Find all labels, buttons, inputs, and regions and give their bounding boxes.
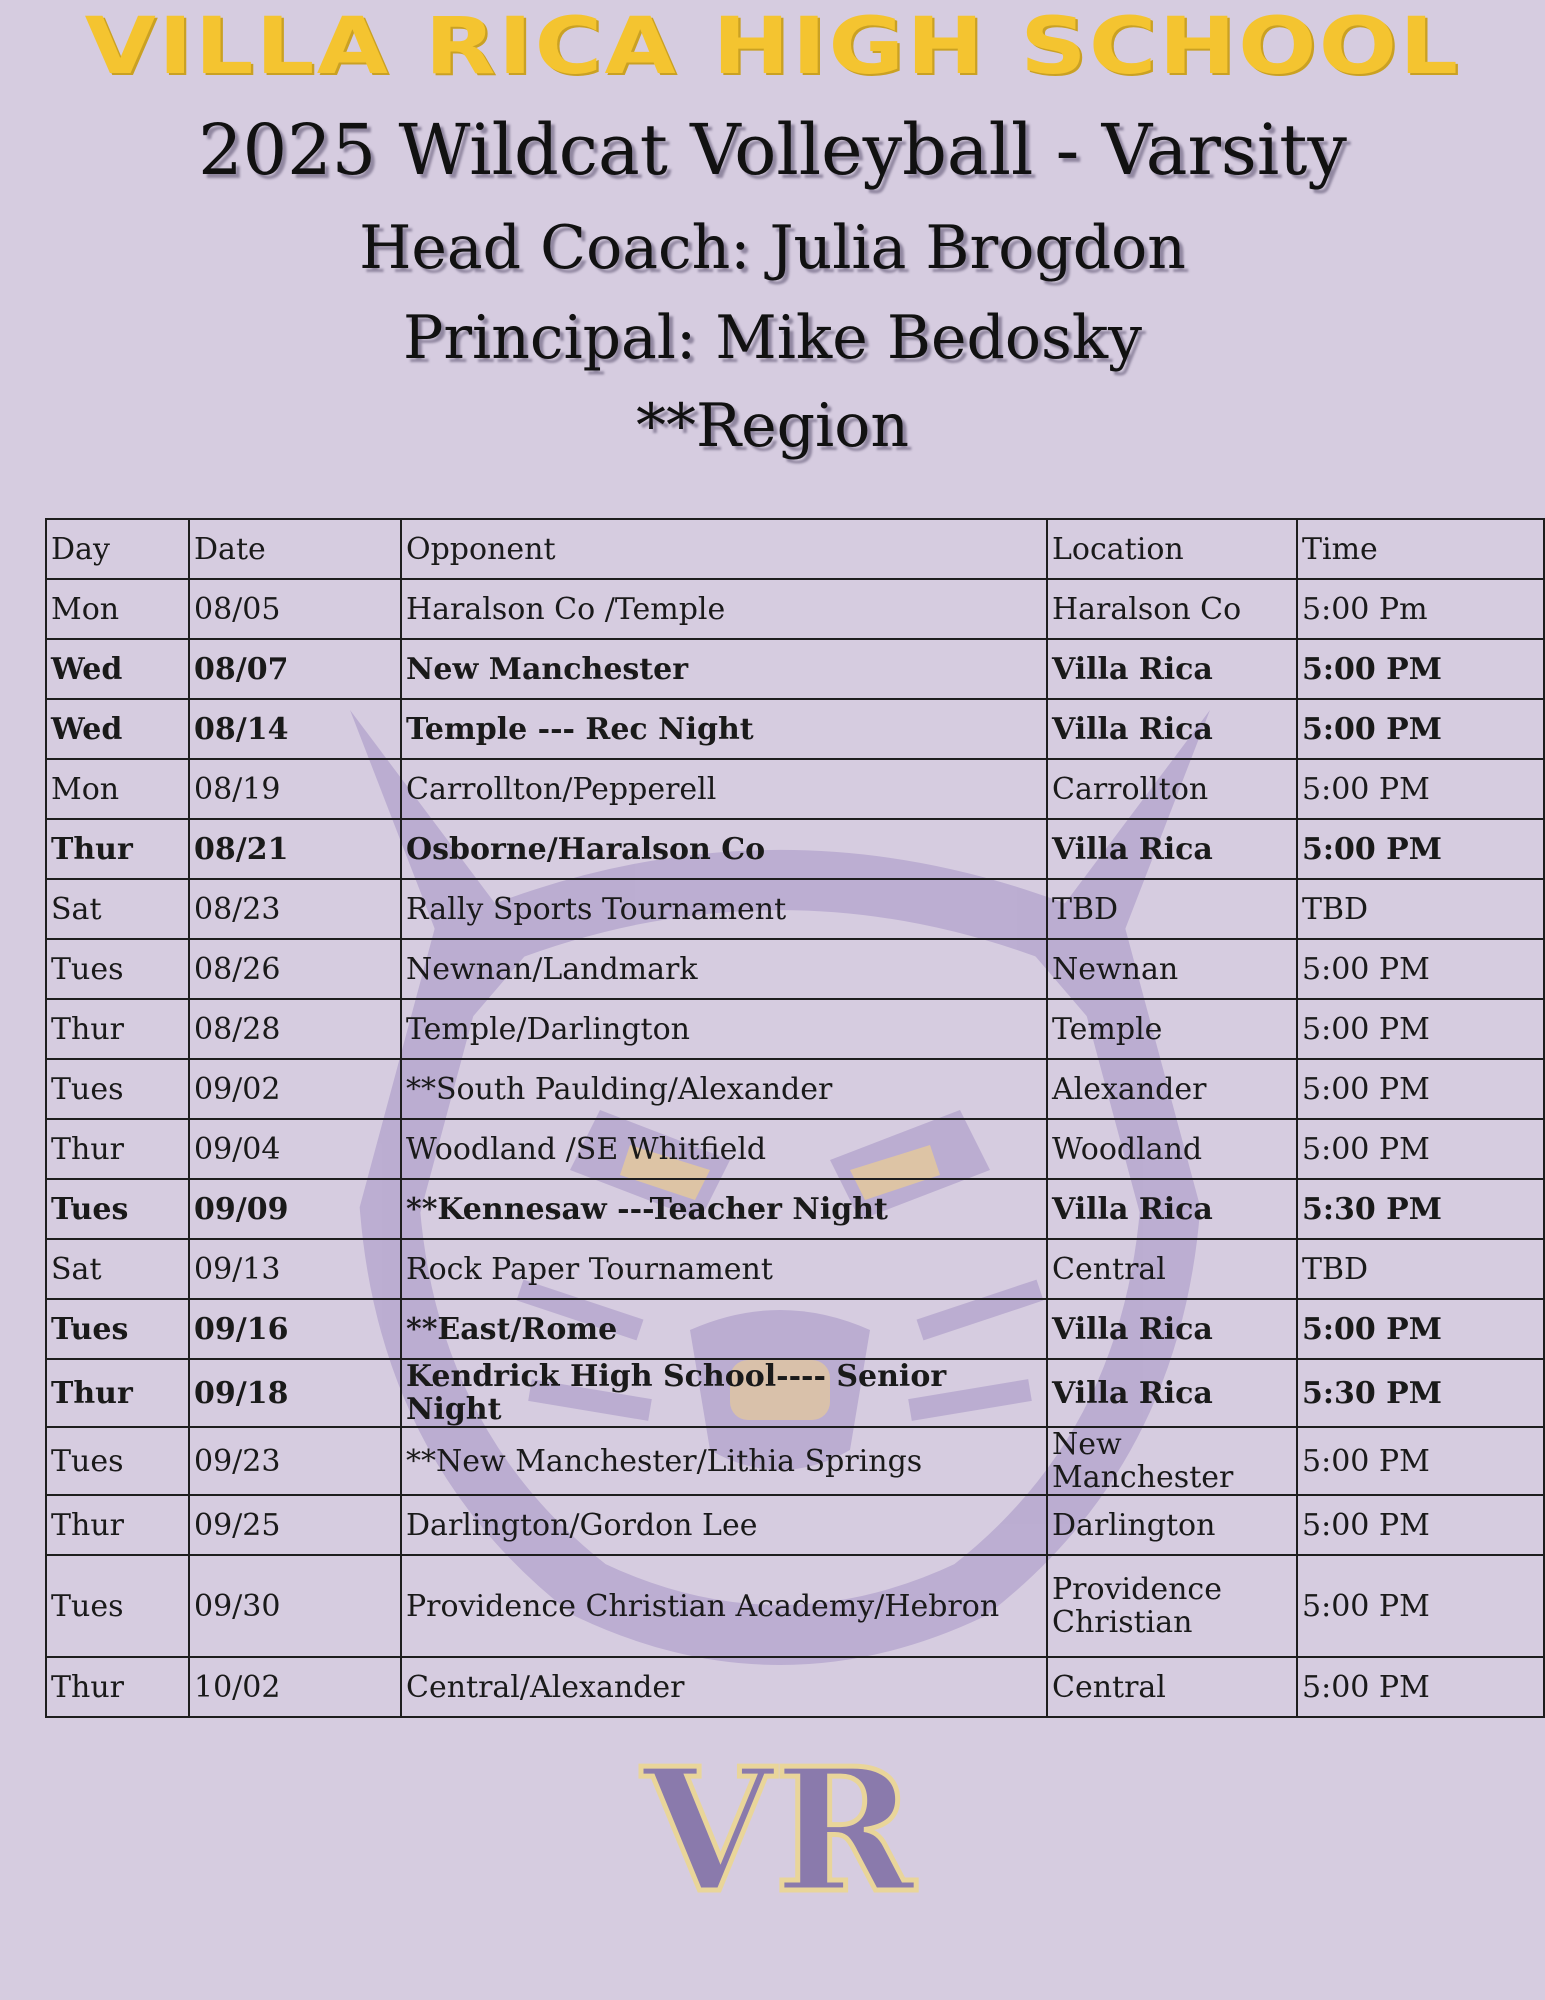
cell-opponent: Carrollton/Pepperell xyxy=(401,759,1047,819)
principal: Principal: Mike Bedosky xyxy=(402,303,1143,373)
cell-date: 08/05 xyxy=(189,579,401,639)
cell-opponent: Rally Sports Tournament xyxy=(401,879,1047,939)
cell-opponent: New Manchester xyxy=(401,639,1047,699)
cell-date: 09/23 xyxy=(189,1427,401,1495)
table-row xyxy=(46,1359,1544,1427)
cell-day: Thur xyxy=(46,819,189,879)
cell-day: Tues xyxy=(46,1299,189,1359)
cell-location: Alexander xyxy=(1047,1059,1297,1119)
cell-time: 5:00 PM xyxy=(1297,759,1544,819)
cell-date: 08/26 xyxy=(189,939,401,999)
cell-date: 08/23 xyxy=(189,879,401,939)
cell-opponent: Darlington/Gordon Lee xyxy=(401,1495,1047,1555)
table-row xyxy=(46,579,1544,639)
region-legend: **Region xyxy=(635,391,910,461)
cell-date: 08/21 xyxy=(189,819,401,879)
cell-time: 5:30 PM xyxy=(1297,1179,1544,1239)
cell-time: 5:00 PM xyxy=(1297,1657,1544,1717)
cell-location: Villa Rica xyxy=(1047,639,1297,699)
table-row xyxy=(46,1555,1544,1657)
cell-time: 5:00 PM xyxy=(1297,1555,1544,1657)
cell-location: Providence Christian xyxy=(1047,1555,1297,1657)
table-row xyxy=(46,1059,1544,1119)
cell-opponent: Rock Paper Tournament xyxy=(401,1239,1047,1299)
cell-time: TBD xyxy=(1297,879,1544,939)
cell-opponent: Osborne/Haralson Co xyxy=(401,819,1047,879)
table-row xyxy=(46,699,1544,759)
school-name: VILLA RICA HIGH SCHOOL xyxy=(84,2,1461,92)
cell-day: Wed xyxy=(46,699,189,759)
table-row xyxy=(46,1495,1544,1555)
cell-location: Villa Rica xyxy=(1047,1359,1297,1427)
cell-day: Mon xyxy=(46,579,189,639)
cell-location: Villa Rica xyxy=(1047,819,1297,879)
cell-location: Newnan xyxy=(1047,939,1297,999)
cell-date: 08/07 xyxy=(189,639,401,699)
col-header-day: Day xyxy=(46,519,189,579)
cell-time: 5:00 PM xyxy=(1297,1119,1544,1179)
cell-opponent: Temple/Darlington xyxy=(401,999,1047,1059)
cell-date: 08/28 xyxy=(189,999,401,1059)
cell-time: 5:00 PM xyxy=(1297,819,1544,879)
table-row xyxy=(46,1657,1544,1717)
vr-logo xyxy=(630,1740,920,1950)
cell-opponent: **East/Rome xyxy=(401,1299,1047,1359)
cell-date: 09/13 xyxy=(189,1239,401,1299)
cell-location: Darlington xyxy=(1047,1495,1297,1555)
cell-location: Woodland xyxy=(1047,1119,1297,1179)
cell-opponent: **Kennesaw ---Teacher Night xyxy=(401,1179,1047,1239)
cell-day: Tues xyxy=(46,1427,189,1495)
cell-day: Tues xyxy=(46,939,189,999)
cell-day: Thur xyxy=(46,1359,189,1427)
cell-opponent: Newnan/Landmark xyxy=(401,939,1047,999)
cell-date: 09/09 xyxy=(189,1179,401,1239)
cell-day: Thur xyxy=(46,1119,189,1179)
cell-time: 5:30 PM xyxy=(1297,1359,1544,1427)
cell-location: Villa Rica xyxy=(1047,1299,1297,1359)
table-row xyxy=(46,759,1544,819)
cell-opponent: Kendrick High School---- Senior Night xyxy=(401,1359,1047,1427)
cell-location: Central xyxy=(1047,1657,1297,1717)
col-header-date: Date xyxy=(189,519,401,579)
cell-date: 09/16 xyxy=(189,1299,401,1359)
cell-opponent: Temple --- Rec Night xyxy=(401,699,1047,759)
table-row xyxy=(46,1299,1544,1359)
table-row xyxy=(46,999,1544,1059)
cell-opponent: Central/Alexander xyxy=(401,1657,1047,1717)
table-row xyxy=(46,639,1544,699)
col-header-location: Location xyxy=(1047,519,1297,579)
head-coach: Head Coach: Julia Brogdon xyxy=(359,213,1186,283)
cell-opponent: Woodland /SE Whitfield xyxy=(401,1119,1047,1179)
schedule-table xyxy=(45,518,1545,1718)
cell-day: Sat xyxy=(46,879,189,939)
cell-opponent: **New Manchester/Lithia Springs xyxy=(401,1427,1047,1495)
cell-opponent: Haralson Co /Temple xyxy=(401,579,1047,639)
cell-day: Sat xyxy=(46,1239,189,1299)
cell-location: Haralson Co xyxy=(1047,579,1297,639)
cell-date: 09/18 xyxy=(189,1359,401,1427)
cell-date: 09/02 xyxy=(189,1059,401,1119)
table-row xyxy=(46,1427,1544,1495)
cell-date: 08/19 xyxy=(189,759,401,819)
table-row xyxy=(46,1119,1544,1179)
cell-date: 09/25 xyxy=(189,1495,401,1555)
cell-time: 5:00 PM xyxy=(1297,1299,1544,1359)
table-row xyxy=(46,879,1544,939)
cell-location: Temple xyxy=(1047,999,1297,1059)
cell-date: 09/30 xyxy=(189,1555,401,1657)
cell-time: 5:00 PM xyxy=(1297,1427,1544,1495)
col-header-opponent: Opponent xyxy=(401,519,1047,579)
cell-location: Carrollton xyxy=(1047,759,1297,819)
cell-day: Mon xyxy=(46,759,189,819)
page-title: 2025 Wildcat Volleyball - Varsity xyxy=(198,109,1347,191)
cell-location: New Manchester xyxy=(1047,1427,1297,1495)
cell-location: Villa Rica xyxy=(1047,699,1297,759)
table-row xyxy=(46,939,1544,999)
cell-location: TBD xyxy=(1047,879,1297,939)
cell-date: 10/02 xyxy=(189,1657,401,1717)
cell-day: Tues xyxy=(46,1555,189,1657)
cell-time: 5:00 PM xyxy=(1297,699,1544,759)
cell-day: Wed xyxy=(46,639,189,699)
cell-time: 5:00 PM xyxy=(1297,639,1544,699)
cell-time: 5:00 PM xyxy=(1297,999,1544,1059)
cell-time: TBD xyxy=(1297,1239,1544,1299)
cell-location: Central xyxy=(1047,1239,1297,1299)
cell-time: 5:00 PM xyxy=(1297,939,1544,999)
cell-day: Tues xyxy=(46,1179,189,1239)
cell-day: Thur xyxy=(46,1495,189,1555)
table-row xyxy=(46,1239,1544,1299)
col-header-time: Time xyxy=(1297,519,1544,579)
cell-day: Thur xyxy=(46,1657,189,1717)
cell-time: 5:00 PM xyxy=(1297,1495,1544,1555)
table-header-row xyxy=(46,519,1544,579)
cell-date: 08/14 xyxy=(189,699,401,759)
cell-time: 5:00 Pm xyxy=(1297,579,1544,639)
cell-date: 09/04 xyxy=(189,1119,401,1179)
cell-opponent: **South Paulding/Alexander xyxy=(401,1059,1047,1119)
cell-day: Thur xyxy=(46,999,189,1059)
table-row xyxy=(46,1179,1544,1239)
cell-time: 5:00 PM xyxy=(1297,1059,1544,1119)
vr-logo-text: VR xyxy=(642,1740,916,1931)
cell-opponent: Providence Christian Academy/Hebron xyxy=(401,1555,1047,1657)
table-row xyxy=(46,819,1544,879)
cell-day: Tues xyxy=(46,1059,189,1119)
cell-location: Villa Rica xyxy=(1047,1179,1297,1239)
